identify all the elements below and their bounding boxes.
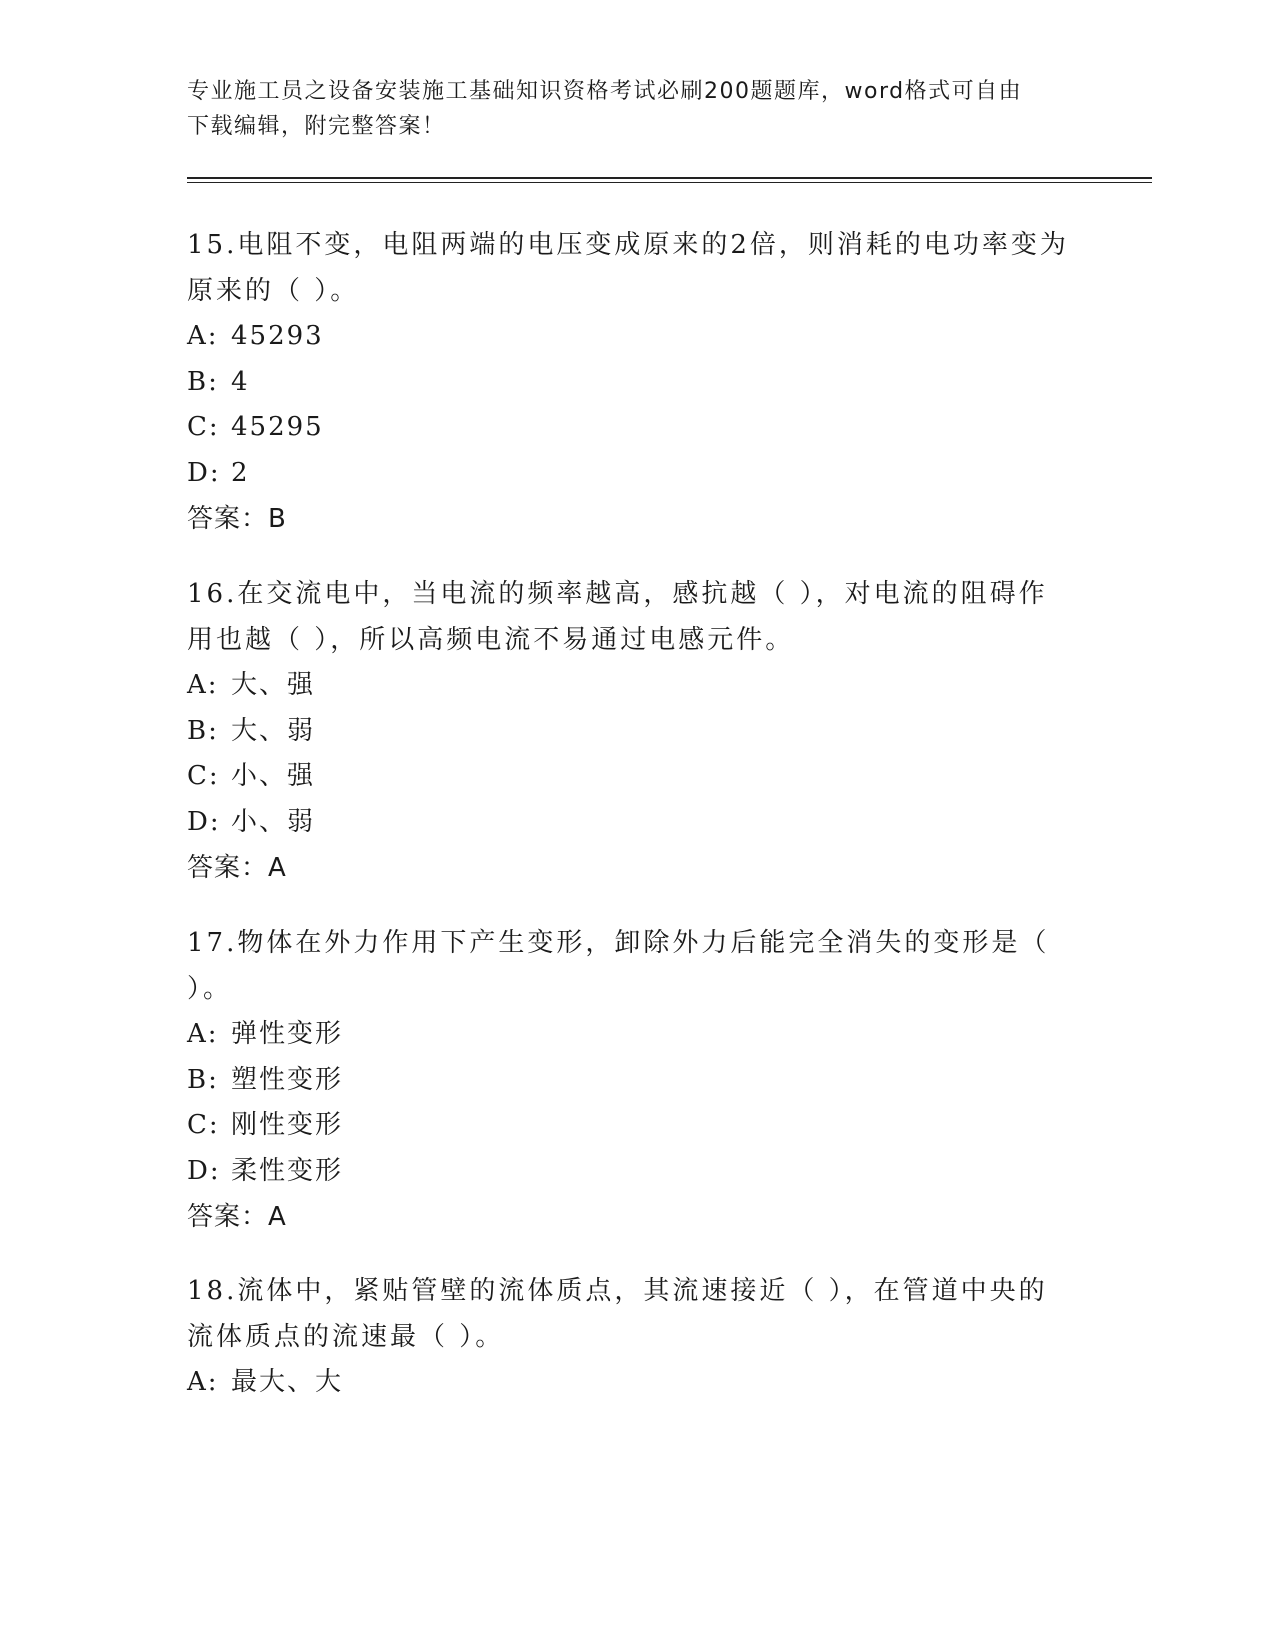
option-text: 2 <box>231 457 250 488</box>
option-a <box>187 1360 1077 1406</box>
option-letter: A: <box>187 670 219 700</box>
question-stem-line-2: 流体质点的流速最（ ）。 <box>187 1322 505 1352</box>
option-letter: B: <box>187 1064 219 1095</box>
option-text: 小、强 <box>231 761 316 791</box>
question-15 <box>187 222 1077 542</box>
option-d <box>187 451 1077 497</box>
option-b <box>187 360 1077 406</box>
option-text: 小、弱 <box>231 806 316 837</box>
option-text: 大、强 <box>231 670 316 700</box>
option-c <box>187 1103 1077 1149</box>
question-stem-line-2: ）。 <box>187 974 233 1004</box>
option-letter: B: <box>187 715 219 746</box>
option-text: 4 <box>231 366 250 397</box>
option-text: 塑性变形 <box>231 1064 344 1095</box>
option-letter: A: <box>187 321 219 351</box>
option-letter: C: <box>187 761 220 791</box>
document-header <box>187 74 1067 144</box>
option-letter: B: <box>187 366 219 397</box>
header-line-2: 下载编辑，附完整答案！ <box>187 114 446 139</box>
option-letter: A: <box>187 1019 219 1049</box>
option-text: 刚性变形 <box>231 1110 344 1140</box>
header-line-1: 专业施工员之设备安装施工基础知识资格考试必刷200题题库，word格式可自由 <box>187 79 1023 104</box>
header-divider-thick <box>187 177 1152 179</box>
option-b <box>187 1058 1077 1104</box>
answer: 答案：A <box>187 853 287 883</box>
answer: 答案：B <box>187 504 287 534</box>
option-a <box>187 1012 1077 1058</box>
option-text: 大、弱 <box>231 715 316 746</box>
option-letter: D: <box>187 457 221 488</box>
option-letter: D: <box>187 806 221 837</box>
option-d <box>187 1149 1077 1195</box>
question-stem-line-1: 18.流体中，紧贴管壁的流体质点，其流速接近（ ），在管道中央的 <box>187 1276 1048 1306</box>
option-text: 最大、大 <box>231 1367 344 1397</box>
question-stem <box>187 571 1077 663</box>
option-letter: A: <box>187 1367 219 1397</box>
option-a <box>187 663 1077 709</box>
question-stem <box>187 920 1077 1012</box>
option-letter: C: <box>187 412 220 442</box>
option-letter: D: <box>187 1155 221 1186</box>
option-a <box>187 314 1077 360</box>
option-b <box>187 709 1077 755</box>
question-stem-line-2: 原来的（ ）。 <box>187 276 360 306</box>
question-stem-line-2: 用也越（ ），所以高频电流不易通过电感元件。 <box>187 625 795 655</box>
question-stem-line-1: 17.物体在外力作用下产生变形，卸除外力后能完全消失的变形是（ <box>187 928 1050 958</box>
question-stem-line-1: 16.在交流电中，当电流的频率越高，感抗越（ ），对电流的阻碍作 <box>187 579 1048 609</box>
question-stem <box>187 222 1077 314</box>
question-stem <box>187 1268 1077 1360</box>
option-c <box>187 405 1077 451</box>
question-18 <box>187 1268 1077 1406</box>
option-d <box>187 800 1077 846</box>
option-letter: C: <box>187 1110 220 1140</box>
question-stem-line-1: 15.电阻不变，电阻两端的电压变成原来的2倍，则消耗的电功率变为 <box>187 230 1069 260</box>
question-16 <box>187 571 1077 891</box>
answer: 答案：A <box>187 1202 287 1232</box>
option-text: 弹性变形 <box>231 1019 344 1049</box>
option-text: 45295 <box>231 412 324 442</box>
header-divider-thin <box>187 182 1152 183</box>
question-17 <box>187 920 1077 1240</box>
option-c <box>187 754 1077 800</box>
option-text: 柔性变形 <box>231 1155 344 1186</box>
option-text: 45293 <box>231 321 324 351</box>
